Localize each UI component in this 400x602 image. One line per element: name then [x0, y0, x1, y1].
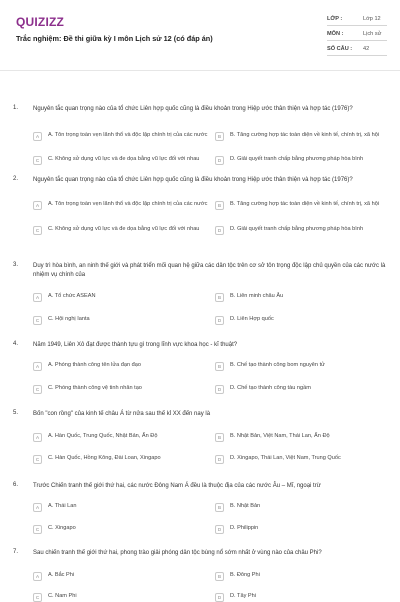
- option-b[interactable]: [215, 131, 392, 141]
- option-text: A. Hàn Quốc, Trung Quốc, Nhật Bản, Ấn Độ: [48, 433, 158, 439]
- option-text: B. Đông Phi: [230, 572, 260, 578]
- option-c[interactable]: [33, 454, 210, 464]
- option-d[interactable]: [215, 384, 392, 394]
- option-letter-badge: A: [33, 433, 42, 442]
- option-text: C. Không sử dụng vũ lực và đe dọa bằng vũ lực đối với nhau: [48, 156, 200, 162]
- meta-grade-label: LỚP :: [327, 16, 343, 22]
- option-a[interactable]: [33, 200, 210, 210]
- option-letter-badge: C: [33, 385, 42, 394]
- meta-grade-value: Lớp 12: [363, 16, 381, 22]
- option-letter-badge: B: [215, 572, 224, 581]
- option-letter-badge: C: [33, 525, 42, 534]
- option-letter-badge: D: [215, 593, 224, 602]
- option-letter-badge: D: [215, 525, 224, 534]
- option-letter-badge: D: [215, 226, 224, 235]
- option-text: B. Tăng cường hợp tác toàn diện về kinh tế, chính trị, xã hội: [230, 132, 380, 138]
- option-letter-badge: D: [215, 156, 224, 165]
- question-text: Nguyên tắc quan trọng nào của tổ chức Liên hợp quốc cũng là điều khoản trong Hiệp ước thân thiện và hợp tác (1976)?: [33, 177, 353, 183]
- option-d[interactable]: [215, 225, 392, 235]
- option-text: C. Không sử dụng vũ lực và đe dọa bằng vũ lực đối với nhau: [48, 226, 200, 232]
- question-text: Trước Chiến tranh thế giới thứ hai, các nước Đông Nam Á đều là thuộc địa của các nước Âu – Mĩ, ngoại trừ: [33, 483, 321, 489]
- meta-divider: [327, 55, 387, 56]
- option-d[interactable]: [215, 315, 392, 325]
- option-c[interactable]: [33, 524, 210, 534]
- option-text: A. Tôn trọng toàn vẹn lãnh thổ và độc lập chính trị của các nước: [48, 132, 208, 138]
- option-a[interactable]: [33, 432, 210, 442]
- option-d[interactable]: [215, 592, 392, 602]
- option-b[interactable]: [215, 361, 392, 371]
- option-text: B. Tăng cường hợp tác toàn diện về kinh tế, chính trị, xã hội: [230, 201, 380, 207]
- option-c[interactable]: [33, 592, 210, 602]
- option-d[interactable]: [215, 155, 392, 165]
- option-letter-badge: A: [33, 293, 42, 302]
- option-letter-badge: A: [33, 362, 42, 371]
- option-letter-badge: C: [33, 316, 42, 325]
- option-letter-badge: B: [215, 433, 224, 442]
- option-b[interactable]: [215, 432, 392, 442]
- option-text: B. Nhật Bản, Việt Nam, Thái Lan, Ấn Độ: [230, 433, 330, 439]
- option-b[interactable]: [215, 200, 392, 210]
- option-text: D. Giải quyết tranh chấp bằng phương pháp hòa bình: [230, 226, 364, 232]
- option-letter-badge: A: [33, 503, 42, 512]
- option-letter-badge: C: [33, 226, 42, 235]
- option-a[interactable]: [33, 502, 210, 512]
- question-text: Năm 1949, Liên Xô đạt được thành tựu gì trong lĩnh vực khoa học - kĩ thuật?: [33, 342, 238, 348]
- option-a[interactable]: [33, 131, 210, 141]
- question-number: 5.: [13, 410, 19, 416]
- option-text: B. Chế tạo thành công bom nguyên tử: [230, 362, 325, 368]
- option-text: B. Liên minh châu Âu: [230, 293, 284, 299]
- option-text: D. Xingapo, Thái Lan, Việt Nam, Trung Quốc: [230, 455, 341, 461]
- option-text: D. Liên Hợp quốc: [230, 316, 274, 322]
- meta-count-label: SỐ CÂU :: [327, 46, 353, 52]
- option-a[interactable]: [33, 361, 210, 371]
- option-text: A. Tổ chức ASEAN: [48, 293, 96, 299]
- meta-divider: [327, 25, 387, 26]
- option-letter-badge: B: [215, 503, 224, 512]
- option-text: D. Chế tạo thành công tàu ngầm: [230, 385, 311, 391]
- option-text: A. Phóng thành công tên lửa đạn đạo: [48, 362, 142, 368]
- worksheet-header: [0, 0, 400, 70]
- question-number: 4.: [13, 341, 19, 347]
- option-text: C. Hàn Quốc, Hồng Kông, Đài Loan, Xingapo: [48, 455, 161, 461]
- option-letter-badge: A: [33, 572, 42, 581]
- option-letter-badge: D: [215, 385, 224, 394]
- meta-subject-value: Lịch sử: [363, 31, 382, 37]
- option-letter-badge: A: [33, 132, 42, 141]
- option-c[interactable]: [33, 315, 210, 325]
- option-letter-badge: B: [215, 201, 224, 210]
- option-text: C. Phóng thành công vệ tinh nhân tạo: [48, 385, 142, 391]
- option-d[interactable]: [215, 524, 392, 534]
- worksheet-title: Trắc nghiệm: Đề thi giữa kỳ I môn Lịch sử 12 (có đáp án): [16, 34, 213, 43]
- option-c[interactable]: [33, 225, 210, 235]
- option-text: A. Thái Lan: [48, 503, 77, 509]
- meta-divider: [327, 40, 387, 41]
- question-number: 3.: [13, 262, 19, 268]
- option-letter-badge: B: [215, 293, 224, 302]
- option-b[interactable]: [215, 502, 392, 512]
- question-number: 7.: [13, 549, 19, 555]
- question-text: Bốn "con rồng" của kinh tế châu Á từ nửa sau thế kỉ XX đến nay là: [33, 411, 211, 417]
- question-text: Duy trì hòa bình, an ninh thế giới và phát triển mối quan hệ giữa các dân tộc trên cơ sở tôn trọng độc lập chủ quyền của các nước là nhiệm vụ chính của: [33, 263, 386, 278]
- option-letter-badge: C: [33, 593, 42, 602]
- option-letter-badge: B: [215, 362, 224, 371]
- option-text: D. Giải quyết tranh chấp bằng phương pháp hòa bình: [230, 156, 364, 162]
- quizizz-logo: QUIZIZZ: [16, 15, 65, 29]
- option-letter-badge: C: [33, 455, 42, 464]
- option-text: D. Tây Phi: [230, 593, 257, 599]
- option-a[interactable]: [33, 292, 210, 302]
- question-number: 6.: [13, 482, 19, 488]
- option-d[interactable]: [215, 454, 392, 464]
- meta-subject-label: MÔN :: [327, 31, 344, 37]
- option-a[interactable]: [33, 571, 210, 581]
- option-b[interactable]: [215, 571, 392, 581]
- header-divider: [0, 70, 400, 71]
- option-letter-badge: A: [33, 201, 42, 210]
- option-letter-badge: B: [215, 132, 224, 141]
- meta-count-value: 42: [363, 46, 370, 52]
- option-text: A. Bắc Phi: [48, 572, 75, 578]
- option-c[interactable]: [33, 384, 210, 394]
- question-number: 2.: [13, 176, 19, 182]
- option-text: D. Philippin: [230, 525, 259, 531]
- question-text: Nguyên tắc quan trọng nào của tổ chức Liên hợp quốc cũng là điều khoản trong Hiệp ước thân thiện và hợp tác (1976)?: [33, 106, 353, 112]
- option-letter-badge: D: [215, 316, 224, 325]
- option-letter-badge: C: [33, 156, 42, 165]
- option-letter-badge: D: [215, 455, 224, 464]
- option-text: B. Nhật Bản: [230, 503, 261, 509]
- option-text: C. Hội nghị Ianta: [48, 316, 90, 322]
- question-number: 1.: [13, 105, 19, 111]
- question-text: Sau chiến tranh thế giới thứ hai, phong trào giải phóng dân tộc bùng nổ sớm nhất ở vùng nào của châu Phi?: [33, 550, 322, 556]
- option-text: C. Nam Phi: [48, 593, 77, 599]
- option-b[interactable]: [215, 292, 392, 302]
- option-c[interactable]: [33, 155, 210, 165]
- option-text: C. Xingapo: [48, 525, 76, 531]
- option-text: A. Tôn trọng toàn vẹn lãnh thổ và độc lập chính trị của các nước: [48, 201, 208, 207]
